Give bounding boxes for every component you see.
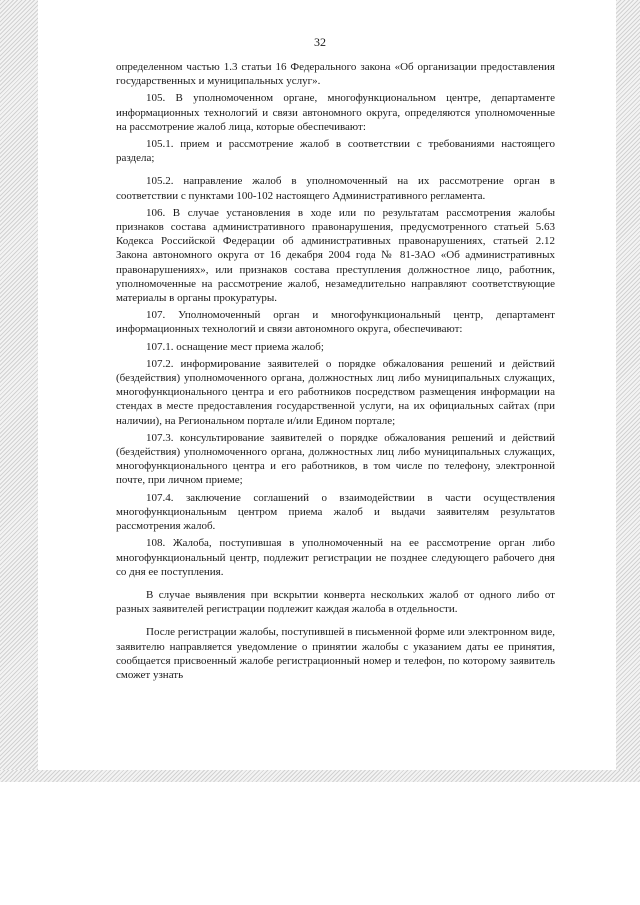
scan-border-bottom xyxy=(0,770,640,782)
document-body xyxy=(116,60,555,685)
page-number: 32 xyxy=(314,35,326,49)
paragraph-108-registration: После регистрации жалобы, поступившей в письменной форме или электронном виде, заявителю направляется уведомление о принятии жалобы с указанием даты ее принятия, сообщается присвоенный жалобе регистрационный номер и телефон, по которому заявитель сможет узнать xyxy=(116,626,555,681)
paragraph-107-1: 107.1. оснащение мест приема жалоб; xyxy=(146,340,324,353)
paragraph-107: 107. Уполномоченный орган и многофункциональный центр, департамент информационных технологий и связи автономного округа, обеспечивают: xyxy=(116,309,555,336)
paragraph-108-envelope: В случае выявления при вскрытии конверта нескольких жалоб от одного либо от разных заявителей регистрации подлежит каждая жалоба в отдельности. xyxy=(116,588,555,616)
paragraph-108: 108. Жалоба, поступившая в уполномоченный на ее рассмотрение орган либо многофункциональный центр, подлежит регистрации не позднее следующего рабочего дня со дня ее поступления. xyxy=(116,537,555,578)
paragraph-105-2: 105.2. направление жалоб в уполномоченный на их рассмотрение орган в соответствии с пунктами 100-102 настоящего Административного регламента. xyxy=(116,175,555,202)
paragraph-105: 105. В уполномоченном органе, многофункциональном центре, департаменте информационных технологий и связи автономного округа, определяются уполномоченные на рассмотрение жалоб лица, которые обеспечивают: xyxy=(116,92,555,133)
paragraph-107-2: 107.2. информирование заявителей о порядке обжалования решений и действий (бездействия) уполномоченного органа, должностных лиц либо муниципальных служащих, многофункционального центра и его работников посредством размещения информации на стендах в месте предоставления государственной услуги, на их официальных сайтах (при наличии), на Региональном портале и/или Едином портале; xyxy=(116,357,555,427)
paragraph-105-1: 105.1. прием и рассмотрение жалоб в соответствии с требованиями настоящего раздела; xyxy=(116,138,555,165)
scan-border-right xyxy=(616,0,640,778)
paragraph-107-3: 107.3. консультирование заявителей о порядке обжалования решений и действий (бездействия) уполномоченного органа, должностных лиц либо муниципальных служащих, многофункционального центра и его работников, в том числе по телефону, электронной почте, при личном приеме; xyxy=(116,431,555,487)
paragraph-continuation: определенном частью 1.3 статьи 16 Федерального закона «Об организации предоставления государственных и муниципальных услуг». xyxy=(116,61,555,88)
paragraph-106: 106. В случае установления в ходе или по результатам рассмотрения жалобы признаков состава административного правонарушения, предусмотренного статьей 5.63 Кодекса Российской Федерации об административных правонарушениях, статьей 2.12 Закона автономного округа от 16 декабря 2004 года № 81-ЗАО «Об административных правонарушениях», или признаков состава преступления должностное лицо, работник, уполномоченные на рассмотрение жалоб, незамедлительно направляют соответствующие материалы в органы прокуратуры. xyxy=(116,206,555,305)
paragraph-107-4: 107.4. заключение соглашений о взаимодействии в части осуществления многофункциональным центром приема жалоб и выдачи заявителям результатов рассмотрения жалоб. xyxy=(116,491,555,533)
scan-border-left xyxy=(0,0,38,778)
